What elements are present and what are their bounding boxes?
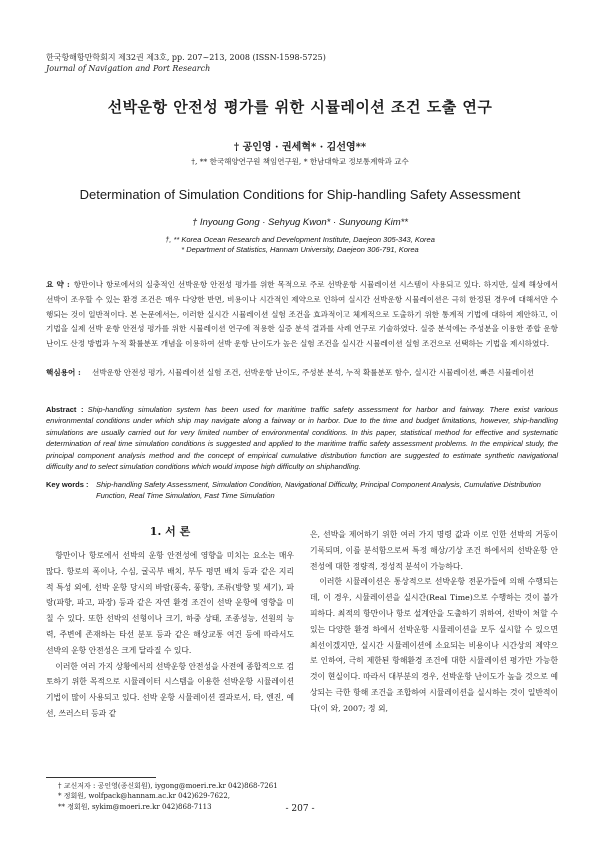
journal-citation: 한국항해항만학회지 제32권 제3호, pp. 207~213, 2008 (ISSN-1598-5725) <box>46 53 326 62</box>
paragraph: 은, 선박을 제어하기 위한 여러 가지 명령 값과 이로 인한 선박의 거동이 기록되며, 이를 분석함으로써 특정 해상/기상 조건 하에서의 선박운항 안전성에 대한 정량적, 정성적 분석이 가능하다. <box>310 530 558 571</box>
keywords-ko <box>46 366 558 380</box>
affiliation-ko: †, ** 한국해양연구원 책임연구원, * 한남대학교 정보통계학과 교수 <box>191 157 409 166</box>
footnote: * 정회원, wolfpack@hannam.ac.kr 042)629-7622, <box>58 792 231 801</box>
footnote: ** 정회원, sykim@moeri.re.kr 042)868-7113 <box>58 802 212 811</box>
abstract-en-text: Ship-handling simulation system has been used for maritime traffic safety assessment for harbor and fairway. There exist various environmental conditions under which ship may navigate along a fairway or in harbor. Due to the time and budget limitations, however, ship-handling simulations are usually carried out for very limited number of environmental conditions. In this paper, statistical method for effective and systematic determination of real time simulation conditions is suggested and applied to the maritime traffic safety assessment problems. In the empirical study, the principal component analysis method and the concept of empirical cumulative distribution function are suggested to estimate synthetic navigational difficulty and to select simulation conditions which would impose high difficulty on shiphandling. <box>46 405 558 472</box>
abstract-ko <box>46 278 558 352</box>
journal-name-en: Journal of Navigation and Port Research <box>46 64 211 73</box>
paragraph: 이러한 여러 가지 상황에서의 선박운항 안전성을 사전에 종합적으로 검토하기 위한 목적으로 시뮬레이터 시스템을 이용한 선박운항 시뮬레이션 기법이 많이 사용되고 있다. 선박 운항 시뮬레이션 결과로서, 타, 엔진, 예선, 쓰러스터 등과 같 <box>46 661 294 718</box>
keywords-en-label: Key words : <box>46 480 89 489</box>
left-column <box>46 548 294 722</box>
authors-ko: † 공인영 · 권세혁* · 김선영** <box>233 142 367 153</box>
affiliation-en-line: †, ** Korea Ocean Research and Development Institute, Daejeon 305-343, Korea <box>165 235 435 244</box>
abstract-en-label: Abstract : <box>46 405 84 414</box>
paragraph: 항만이나 항로에서 선박의 운항 안전성에 영향을 미치는 요소는 매우 많다. 항로의 폭이나, 수심, 굴곡부 배치, 부두 평면 배치 등과 같은 지리적 특성 외에, 선박 운항 당시의 바람(풍속, 풍향), 조류(방향 및 세기), 파랑(파향, 파고, 파장) 등과 같은 자연 환경 조건이 선박 운항에 영향을 미칠 수 있다. 또한 선박의 선형이나 크기, 하중 상태, 조종성능, 선원의 능력, 주변에 존재하는 타선 분포 등과 같은 해상교통 여건 등에 따라서도 선박의 운항 안전성은 크게 달라질 수 있다. <box>46 551 294 655</box>
right-column <box>310 527 558 717</box>
keywords-en-text: Ship-handling Safety Assessment, Simulation Condition, Navigational Difficulty, Principal Component Analysis, Cumulative Distribution Function, Real Time Simulation, Fast Time Simulation <box>96 480 541 501</box>
abstract-ko-text: 항만이나 항로에서의 실충적인 선박운항 안전성 평가를 위한 목적으로 주로 선박운항 시뮬레이션 시스템이 사용되고 있다. 하지만, 실제 해상에서 선박이 조우할 수 있는 환경 조건은 매우 다양한 반면, 비용이나 시간적인 제약으로 인하여 실시간 선박운항 시뮬레이션은 극히 한정된 경우에 대해서만 수행되는 것이 일반적이다. 본 논문에서는, 이러한 실시간 시뮬레이션 실험 조건을 효과적이고 체계적으로 도출하기 위한 통계적 기법에 대하여 제안하고, 이 기법을 실제 선박 운항 안전성 평가를 위한 시뮬레이션 연구에 적용한 실증 분석 결과를 사례 연구로 기술하였다. 실증 분석에는 주성분을 이용한 종합 운항 난이도 산정 방법과 누적 확률분포 개념을 이용하여 선박 운항 난이도가 높은 실험 조건을 실시간 시뮬레이션 실험 조건으로 선택하는 기법을 제시하였다. <box>46 280 558 349</box>
keywords-ko-text: 선박운항 안전성 평가, 시뮬레이션 실험 조건, 선박운항 난이도, 주성분 분석, 누적 확률분포 함수, 실시간 시뮬레이션, 빠른 시뮬레이션 <box>92 368 534 377</box>
paper-title-en: Determination of Simulation Conditions for Ship-handling Safety Assessment <box>79 187 521 202</box>
affiliation-en <box>0 235 600 255</box>
page-number: - 207 - <box>285 804 315 814</box>
authors-en: † Inyoung Gong · Sehyug Kwon* · Sunyoung Kim** <box>192 217 408 228</box>
paper-title-ko: 선박운항 안전성 평가를 위한 시뮬레이션 조건 도출 연구 <box>107 98 493 116</box>
affiliation-en-line: * Department of Statistics, Hannam University, Daejeon 306-791, Korea <box>181 245 419 254</box>
footnote: † 교신저자 : 공인영(종신회원), iygong@moeri.re.kr 042)868-7261 <box>58 782 278 790</box>
abstract-en <box>46 404 558 472</box>
keywords-ko-label: 핵심용어 : <box>46 368 81 377</box>
journal-header <box>46 52 326 74</box>
paragraph: 이러한 시뮬레이션은 통상적으로 선박운항 전문가들에 의해 수행되는데, 이 경우, 시뮬레이션을 실시간(Real Time)으로 수행하는 것이 불가피하다. 최적의 항만이나 항로 설계안을 도출하기 위하여, 선박이 처할 수 있는 다양한 환경 하에서 선박운항 시뮬레이션을 모두 실시할 수 있으면 최선이겠지만, 실시간 시뮬레이션에 소요되는 비용이나 시간상의 제약으로 인하여, 극히 제한된 항해환경 조건에 대한 시뮬레이션 평가만 가능한 것이 현실이다. 따라서 대부분의 경우, 선박운항 난이도가 높을 것으로 예상되는 극한 항해 조건을 조합하여 시뮬레이션을 실시하는 것이 일반적이다(이 와, 2007; 정 외, <box>310 577 558 713</box>
section-heading-introduction: 1. 서 론 <box>149 525 191 538</box>
abstract-ko-label: 요 약 : <box>46 280 70 289</box>
footnote-divider <box>46 777 156 778</box>
keywords-en <box>46 479 558 502</box>
